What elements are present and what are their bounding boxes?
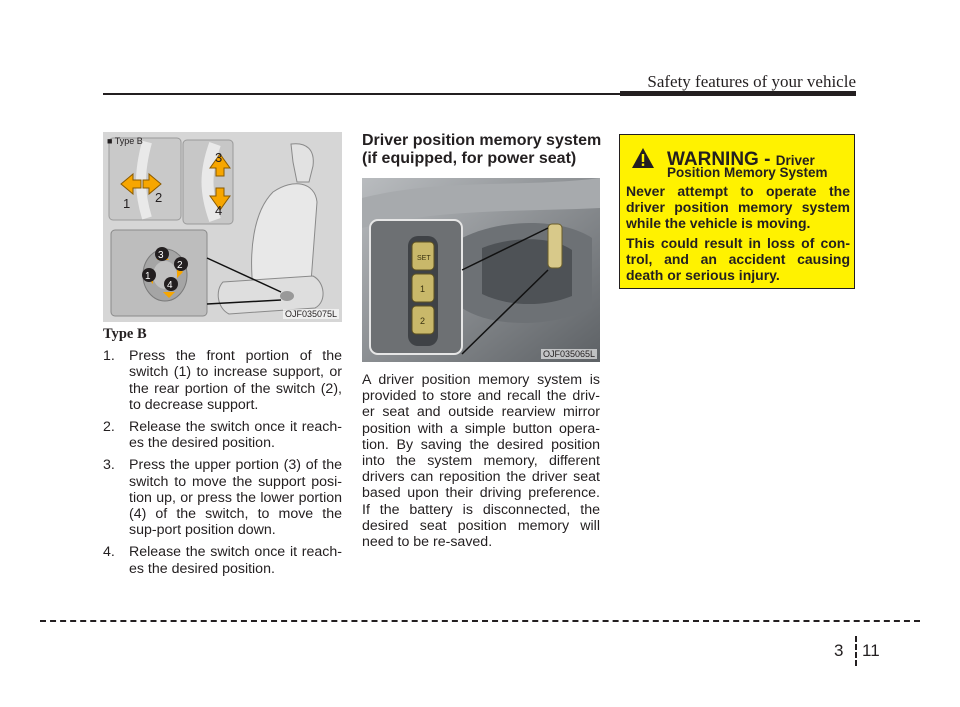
section-title-line1: Driver position memory system — [362, 132, 602, 149]
callout-layer — [103, 132, 342, 322]
figure-type-label: ■ Type B — [107, 136, 143, 146]
section-number: 3 — [834, 641, 844, 660]
type-b-heading: Type B — [103, 326, 147, 342]
step-number: 3. — [103, 457, 115, 474]
header-title: Safety features of your vehicle — [647, 72, 856, 91]
warning-subject-line1: Driver — [775, 153, 815, 168]
warning-triangle-icon — [631, 147, 655, 169]
inset-callout-4: 4 — [167, 280, 173, 291]
memory-1-label: 1 — [420, 284, 426, 294]
inset-callout-3: 3 — [158, 250, 164, 261]
section-title — [362, 132, 607, 168]
lumbar-instructions — [103, 326, 342, 583]
figure-code: OJF035075L — [284, 309, 337, 319]
inset-callout-2: 2 — [177, 260, 183, 271]
step-text: Release the switch once it reach-es the desired position. — [129, 419, 342, 452]
memory-2-label: 2 — [420, 316, 426, 326]
callout-1: 1 — [123, 196, 131, 211]
memory-system-description: A driver position memory system is provided to store and recall the driv-er seat and outside rearview mirror position with a simple button opera-tion. By saving the desired position into the system memory, different drivers can reposition the driver seat based upon their driving preference. If the battery is disconnected, the desired seat position memory will need to be re-saved. — [362, 372, 600, 551]
step-text: Press the front portion of the switch (1) to increase support, or the rear portion of the switch (2), to decrease support. — [129, 348, 342, 413]
footer-divider — [855, 636, 857, 666]
header-rule-accent — [620, 91, 856, 96]
callout-2: 2 — [155, 190, 163, 205]
callout-4: 4 — [215, 203, 223, 218]
figure-code: OJF035065L — [542, 349, 595, 359]
lumbar-support-figure — [103, 132, 342, 322]
warning-box — [619, 134, 855, 289]
step-item — [103, 544, 342, 576]
warning-body — [626, 183, 850, 287]
warning-subject-line2: Position Memory System — [667, 165, 828, 180]
callout-3: 3 — [215, 150, 223, 165]
step-number: 1. — [103, 348, 115, 365]
footer-rule — [40, 620, 920, 622]
warning-paragraph: This could result in loss of con-trol, and an accident causing death or serious injury. — [626, 235, 850, 283]
section-title-line2: (if equipped, for power seat) — [362, 150, 577, 167]
step-item — [103, 457, 342, 538]
step-number: 2. — [103, 419, 115, 436]
inset-callout-1: 1 — [145, 271, 151, 282]
step-number: 4. — [103, 544, 115, 561]
step-text: Press the upper portion (3) of the switch to move the support posi-tion up, or press the lower portion (4) of the switch, to move the sup-port position down. — [129, 457, 342, 539]
set-button-label: SET — [417, 255, 431, 262]
memory-switch-figure — [362, 178, 600, 362]
warning-paragraph: Never attempt to operate the driver position memory system while the vehicle is moving. — [626, 183, 850, 231]
door-panel-illustration — [362, 178, 600, 362]
page-number: 11 — [862, 641, 880, 660]
step-text: Release the switch once it reach-es the desired position. — [129, 544, 342, 577]
step-item — [103, 348, 342, 413]
step-item — [103, 419, 342, 451]
warning-label: WARNING - — [667, 149, 776, 170]
